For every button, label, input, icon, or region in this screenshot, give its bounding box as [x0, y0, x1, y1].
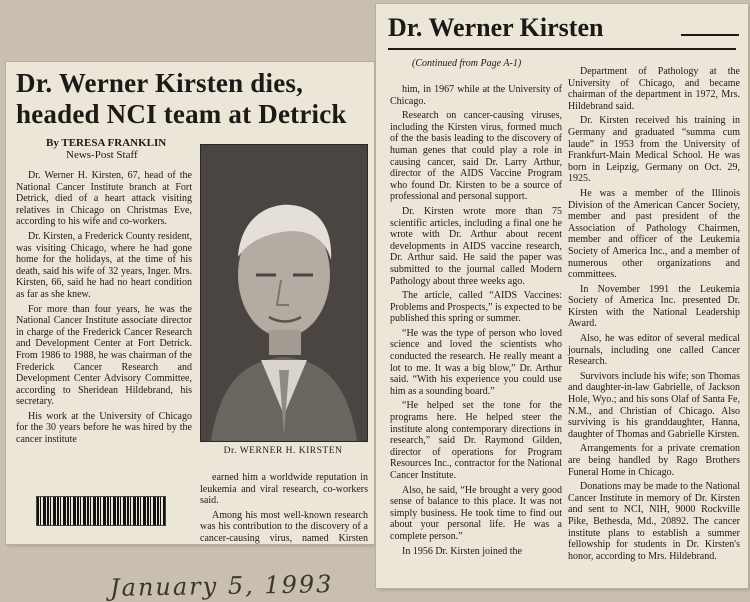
left-newspaper-clipping — [6, 62, 374, 544]
paragraph: In November 1991 the Leukemia Society of America Inc. presented Dr. Kirsten with the National Leadership Award. — [568, 283, 740, 330]
paragraph: The article, called “AIDS Vaccines: Problems and Prospects,” is expected to be published this spring or summer. — [390, 290, 562, 325]
continuation-column-1 — [390, 84, 562, 560]
paragraph: He was a member of the Illinois Division of the American Cancer Society, member and past president of the Association of Pathology Chairmen, member and officer of the Leukemia Society of America Inc., and a member of numerous other organizations and committees. — [568, 187, 740, 281]
byline-author: By TERESA FRANKLIN — [46, 137, 167, 149]
paragraph: him, in 1967 while at the University of Chicago. — [390, 84, 562, 107]
paragraph: Research on cancer-causing viruses, including the Kirsten virus, formed much of the the basis leading to the discovery of human genes that could play a role in causing cancer, said Dr. Larry Arthur, director of the AIDS Vaccine Program who found Dr. Kirsten to be a source of professional and personal support. — [390, 110, 562, 203]
paragraph: In 1956 Dr. Kirsten joined the — [402, 545, 522, 557]
byline-staff: News-Post Staff — [66, 149, 138, 161]
paragraph: Department of Pathology at the University of Chicago, and became chairman of the department in 1972, Mrs. Hildebrand said. — [568, 66, 740, 112]
paragraph: Survivors include his wife; son Thomas and daughter-in-law Gabrielle, of Jackson Hole, Wyo.; and his sons Olaf of Santa Fe, N.M., and Christian of Chicago. Also surviving is his granddaughter, Hanna, daughter of Thomas and Gabrielle Kirsten. — [568, 370, 740, 440]
paragraph: Arrangements for a private cremation are being handled by Rago Brothers Funeral Home in Chicago. — [568, 443, 740, 478]
continuation-column-2 — [568, 66, 740, 565]
paragraph: Dr. Kirsten received his training in Germany and graduated “summa cum laude” in 1953 from the University of Frankfurt-Main Medical School. He was born in Leipzig, Germany on Oct. 29, 1925. — [568, 115, 740, 185]
continued-from-note: (Continued from Page A-1) — [412, 58, 522, 69]
paragraph: Also, he said, “He brought a very good sense of balance to this place. It was not simply business. He took time to find out about your personal life. He was a complete person.” — [390, 484, 562, 542]
article-column-2 — [200, 472, 368, 544]
paragraph: “He helped set the tone for the programs here. He helped steer the institute along contemporary directions in research,” said Dr. Raymond Gilden, director of operations for Program Resources Inc., contractor for the National Cancer Institute. — [390, 400, 562, 481]
barcode-sticker — [36, 496, 166, 526]
handwritten-date: January 5, 1993 — [109, 570, 334, 602]
continuation-headline: Dr. Werner Kirsten — [388, 8, 736, 50]
article-headline: Dr. Werner Kirsten dies, headed NCI team at Detrick — [16, 68, 347, 129]
paragraph: earned him a worldwide reputation in leukemia and viral research, co-workers said. — [200, 472, 368, 507]
paragraph: Donations may be made to the National Cancer Institute in memory of Dr. Kirsten and sent to NCI, NIH, 9000 Rockville Pike, Bethesda, Md., 20892. The cancer institute plans to establish a summer fellowship for students in Dr. Kirsten's honor, according to Mrs. Hildebrand. — [568, 481, 740, 562]
paragraph: For more than four years, he was the National Cancer Institute associate director in charge of the Frederick Cancer Research and Development Center at Fort Detrick. From 1986 to 1988, he was chairman of the Frederick Cancer Research and Development Center Advisory Committee, according to Sheridean Hildebrand, his secretary. — [16, 303, 192, 408]
headline-rule — [681, 34, 739, 36]
paragraph: Dr. Werner H. Kirsten, 67, head of the National Cancer Institute branch at Fort Detrick, died of a heart attack visiting relatives in Chicago on Christmas Eve, according to his wife and co-workers. — [16, 170, 192, 228]
paragraph: Dr. Kirsten, a Frederick County resident, was visiting Chicago, where he had gone home for the holidays, at the time of his death, said his wife of 32 years, Inger. Mrs. Kirsten, 66, said he had no heart condition as far as she knew. — [16, 230, 192, 300]
photo-caption: Dr. WERNER H. KIRSTEN — [223, 446, 343, 456]
article-column-1 — [16, 170, 192, 449]
paragraph: Dr. Kirsten wrote more than 75 scientific articles, including a final one he wrote with Dr. Arthur about recent developments in AIDS vaccine research, Dr. Arthur said. He said the paper was submitted to the journal called Modern Pathology about three weeks ago. — [390, 205, 562, 287]
paragraph: His work at the University of Chicago for the 30 years before he was hired by the cancer institute — [16, 410, 192, 446]
paragraph: Also, he was editor of several medical journals, including one called Cancer Research. — [568, 333, 740, 368]
paragraph: “He was the type of person who loved science and loved the scientists who conducted the research. He really meant a lot to me. It was a big blow,” Dr. Arthur said. “With his experience you could use him as a sounding board.” — [390, 327, 562, 397]
paragraph: Among his most well-known research was his contribution to the discovery of a cancer-causing virus, named Kirsten — [200, 509, 368, 544]
portrait-photo — [200, 144, 368, 442]
right-newspaper-clipping — [376, 4, 748, 588]
portrait-image — [201, 145, 367, 441]
